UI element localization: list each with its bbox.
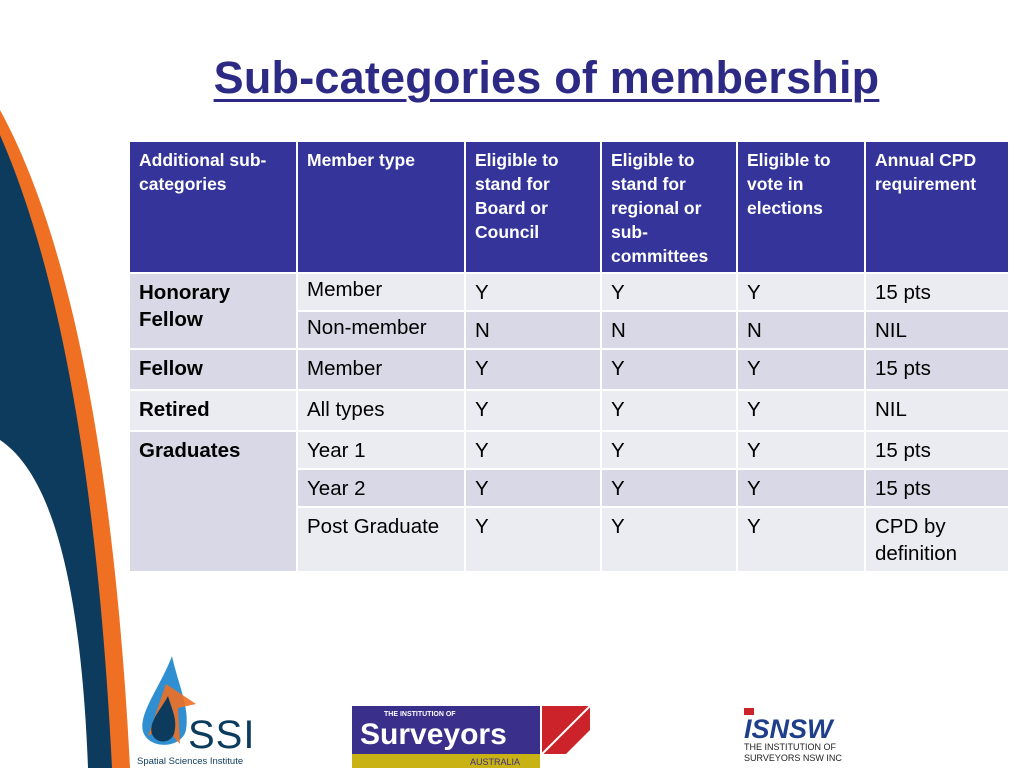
header-member-type: Member type (297, 141, 465, 273)
header-cpd-requirement: Annual CPD requirement (865, 141, 1009, 273)
ssi-mark: SSI (188, 713, 256, 757)
header-sub-categories: Additional sub-categories (129, 141, 297, 273)
member-type-cell: All types (297, 390, 465, 431)
ssi-caption: Spatial Sciences Institute (137, 756, 244, 767)
member-type-cell: Member (297, 349, 465, 390)
board-cell: Y (465, 507, 601, 572)
table-row (129, 273, 1009, 311)
cpd-cell: NIL (865, 311, 1009, 349)
vote-cell: Y (737, 390, 865, 431)
isnsw-logo (742, 706, 870, 766)
slide-title: Sub-categories of membership (213, 52, 880, 103)
vote-cell: Y (737, 469, 865, 507)
regional-cell: N (601, 311, 737, 349)
footer-logos (0, 640, 1024, 768)
board-cell: Y (465, 390, 601, 431)
member-type-cell: Year 2 (297, 469, 465, 507)
category-cell: Graduates (129, 431, 297, 572)
member-type-cell: Post Graduate (297, 507, 465, 572)
vote-cell: Y (737, 349, 865, 390)
board-cell: Y (465, 431, 601, 469)
table-row (129, 349, 1009, 390)
isnsw-line-1: THE INSTITUTION OF (744, 742, 836, 752)
board-cell: Y (465, 469, 601, 507)
isnsw-mark: ISNSW (744, 714, 833, 744)
member-type-cell: Member (297, 273, 465, 311)
regional-cell: Y (601, 507, 737, 572)
member-type-cell: Non-member (297, 311, 465, 349)
cpd-cell: 15 pts (865, 273, 1009, 311)
vote-cell: Y (737, 273, 865, 311)
member-type-cell: Year 1 (297, 431, 465, 469)
regional-cell: Y (601, 431, 737, 469)
cpd-cell: 15 pts (865, 349, 1009, 390)
category-cell: Fellow (129, 349, 297, 390)
header-vote-eligibility: Eligible to vote in elections (737, 141, 865, 273)
table-header-row (129, 141, 1009, 273)
cpd-cell: CPD by definition (865, 507, 1009, 572)
vote-cell: Y (737, 431, 865, 469)
vote-cell: N (737, 311, 865, 349)
surveyors-country: AUSTRALIA (470, 757, 521, 767)
board-cell: Y (465, 273, 601, 311)
regional-cell: Y (601, 390, 737, 431)
table-row (129, 390, 1009, 431)
category-cell: Honorary Fellow (129, 273, 297, 349)
regional-cell: Y (601, 273, 737, 311)
category-cell: Retired (129, 390, 297, 431)
header-board-eligibility: Eligible to stand for Board or Council (465, 141, 601, 273)
cpd-cell: NIL (865, 390, 1009, 431)
table-row (129, 431, 1009, 469)
regional-cell: Y (601, 469, 737, 507)
header-regional-eligibility: Eligible to stand for regional or sub-committees (601, 141, 737, 273)
membership-table (128, 140, 1010, 573)
cpd-cell: 15 pts (865, 469, 1009, 507)
board-cell: N (465, 311, 601, 349)
vote-cell: Y (737, 507, 865, 572)
surveyors-name: Surveyors (360, 718, 507, 751)
surveyors-small-text: THE INSTITUTION OF (384, 711, 456, 718)
isnsw-line-2: SURVEYORS NSW INC (744, 753, 842, 763)
cpd-cell: 15 pts (865, 431, 1009, 469)
surveyors-australia-logo (352, 706, 592, 768)
ssi-logo (134, 654, 264, 768)
regional-cell: Y (601, 349, 737, 390)
board-cell: Y (465, 349, 601, 390)
